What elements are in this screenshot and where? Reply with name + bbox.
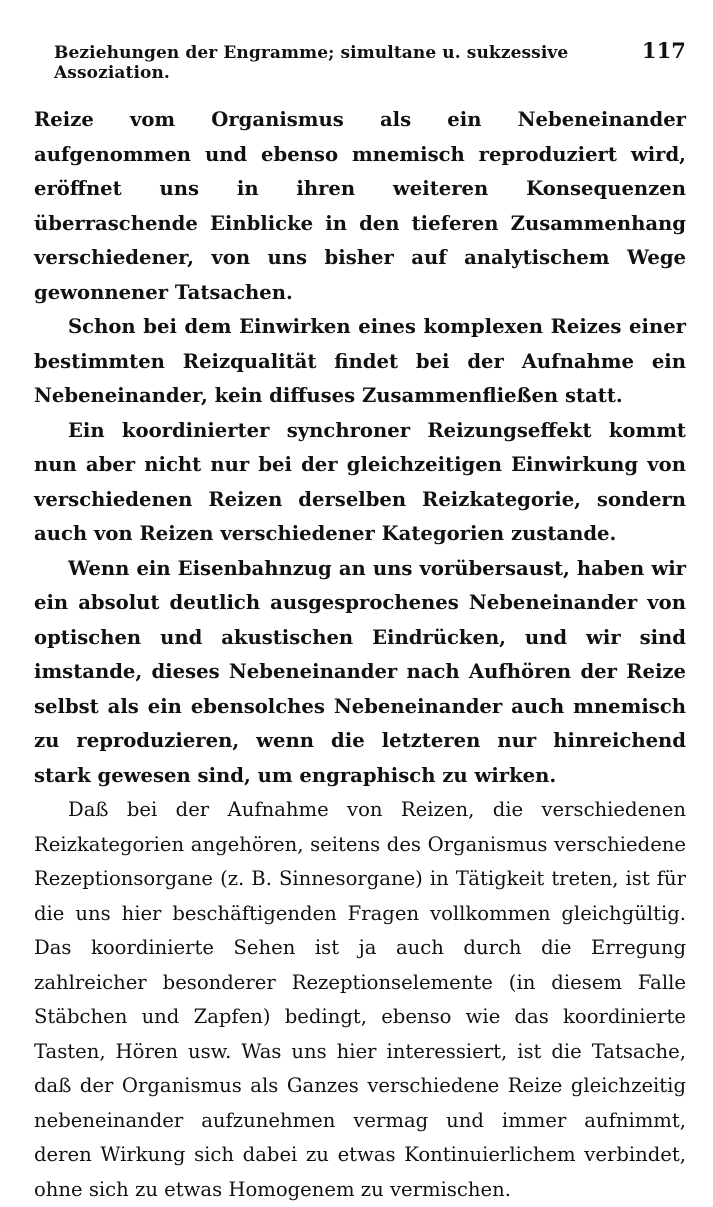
book-page (34, 38, 686, 1207)
page-number: 117 (641, 38, 686, 63)
running-head (34, 38, 686, 83)
body-text (34, 103, 686, 1207)
paragraph: Daß bei der Aufnahme von Reizen, die verschiedenen Reizkategorien angehören, seitens des Organismus verschiedene Rezeptionsorgane (z. B. Sinnesorgane) in Tätigkeit treten, ist für die uns hier beschäftigenden Fragen vollkommen gleichgültig. Das koordinierte Sehen ist ja auch durch die Erregung zahlreicher besonderer Rezeptionselemente (in diesem Falle Stäbchen und Zapfen) bedingt, ebenso wie das koordinierte Tasten, Hören usw. Was uns hier interessiert, ist die Tatsache, daß der Organismus als Ganzes verschiedene Reize gleichzeitig nebeneinander aufzunehmen vermag und immer aufnimmt, deren Wirkung sich dabei zu etwas Kontinuierlichem verbindet, ohne sich zu etwas Homogenem zu vermischen. (34, 798, 686, 1201)
running-title: Beziehungen der Engramme; simultane u. sukzessive Assoziation. (54, 43, 569, 83)
paragraph: Ein koordinierter synchroner Reizungseffekt kommt nun aber nicht nur bei der gleichzeitigen Einwirkung von verschiedenen Reizen derselben Reizkategorie, sondern auch von Reizen verschiedener Kategorien zustande. (34, 418, 686, 545)
paragraph: Wenn ein Eisenbahnzug an uns vorübersaust, haben wir ein absolut deutlich ausgesprochenes Nebeneinander von optischen und akustischen Eindrücken, und wir sind imstande, dieses Nebeneinander nach Aufhören der Reize selbst als ein ebensolches Nebeneinander auch mnemisch zu reproduzieren, wenn die letzteren nur hinreichend stark gewesen sind, um engraphisch zu wirken. (34, 556, 686, 787)
paragraph-continuation: Reize vom Organismus als ein Nebeneinander aufgenommen und ebenso mnemisch reproduziert wird, eröffnet uns in ihren weiteren Konsequenzen überraschende Einblicke in den tieferen Zusammenhang verschiedener, von uns bisher auf analytischem Wege gewonnener Tatsachen. (34, 108, 686, 304)
paragraph: Schon bei dem Einwirken eines komplexen Reizes einer bestimmten Reizqualität findet bei der Aufnahme ein Nebeneinander, kein diffuses Zusammenfließen statt. (34, 315, 686, 407)
